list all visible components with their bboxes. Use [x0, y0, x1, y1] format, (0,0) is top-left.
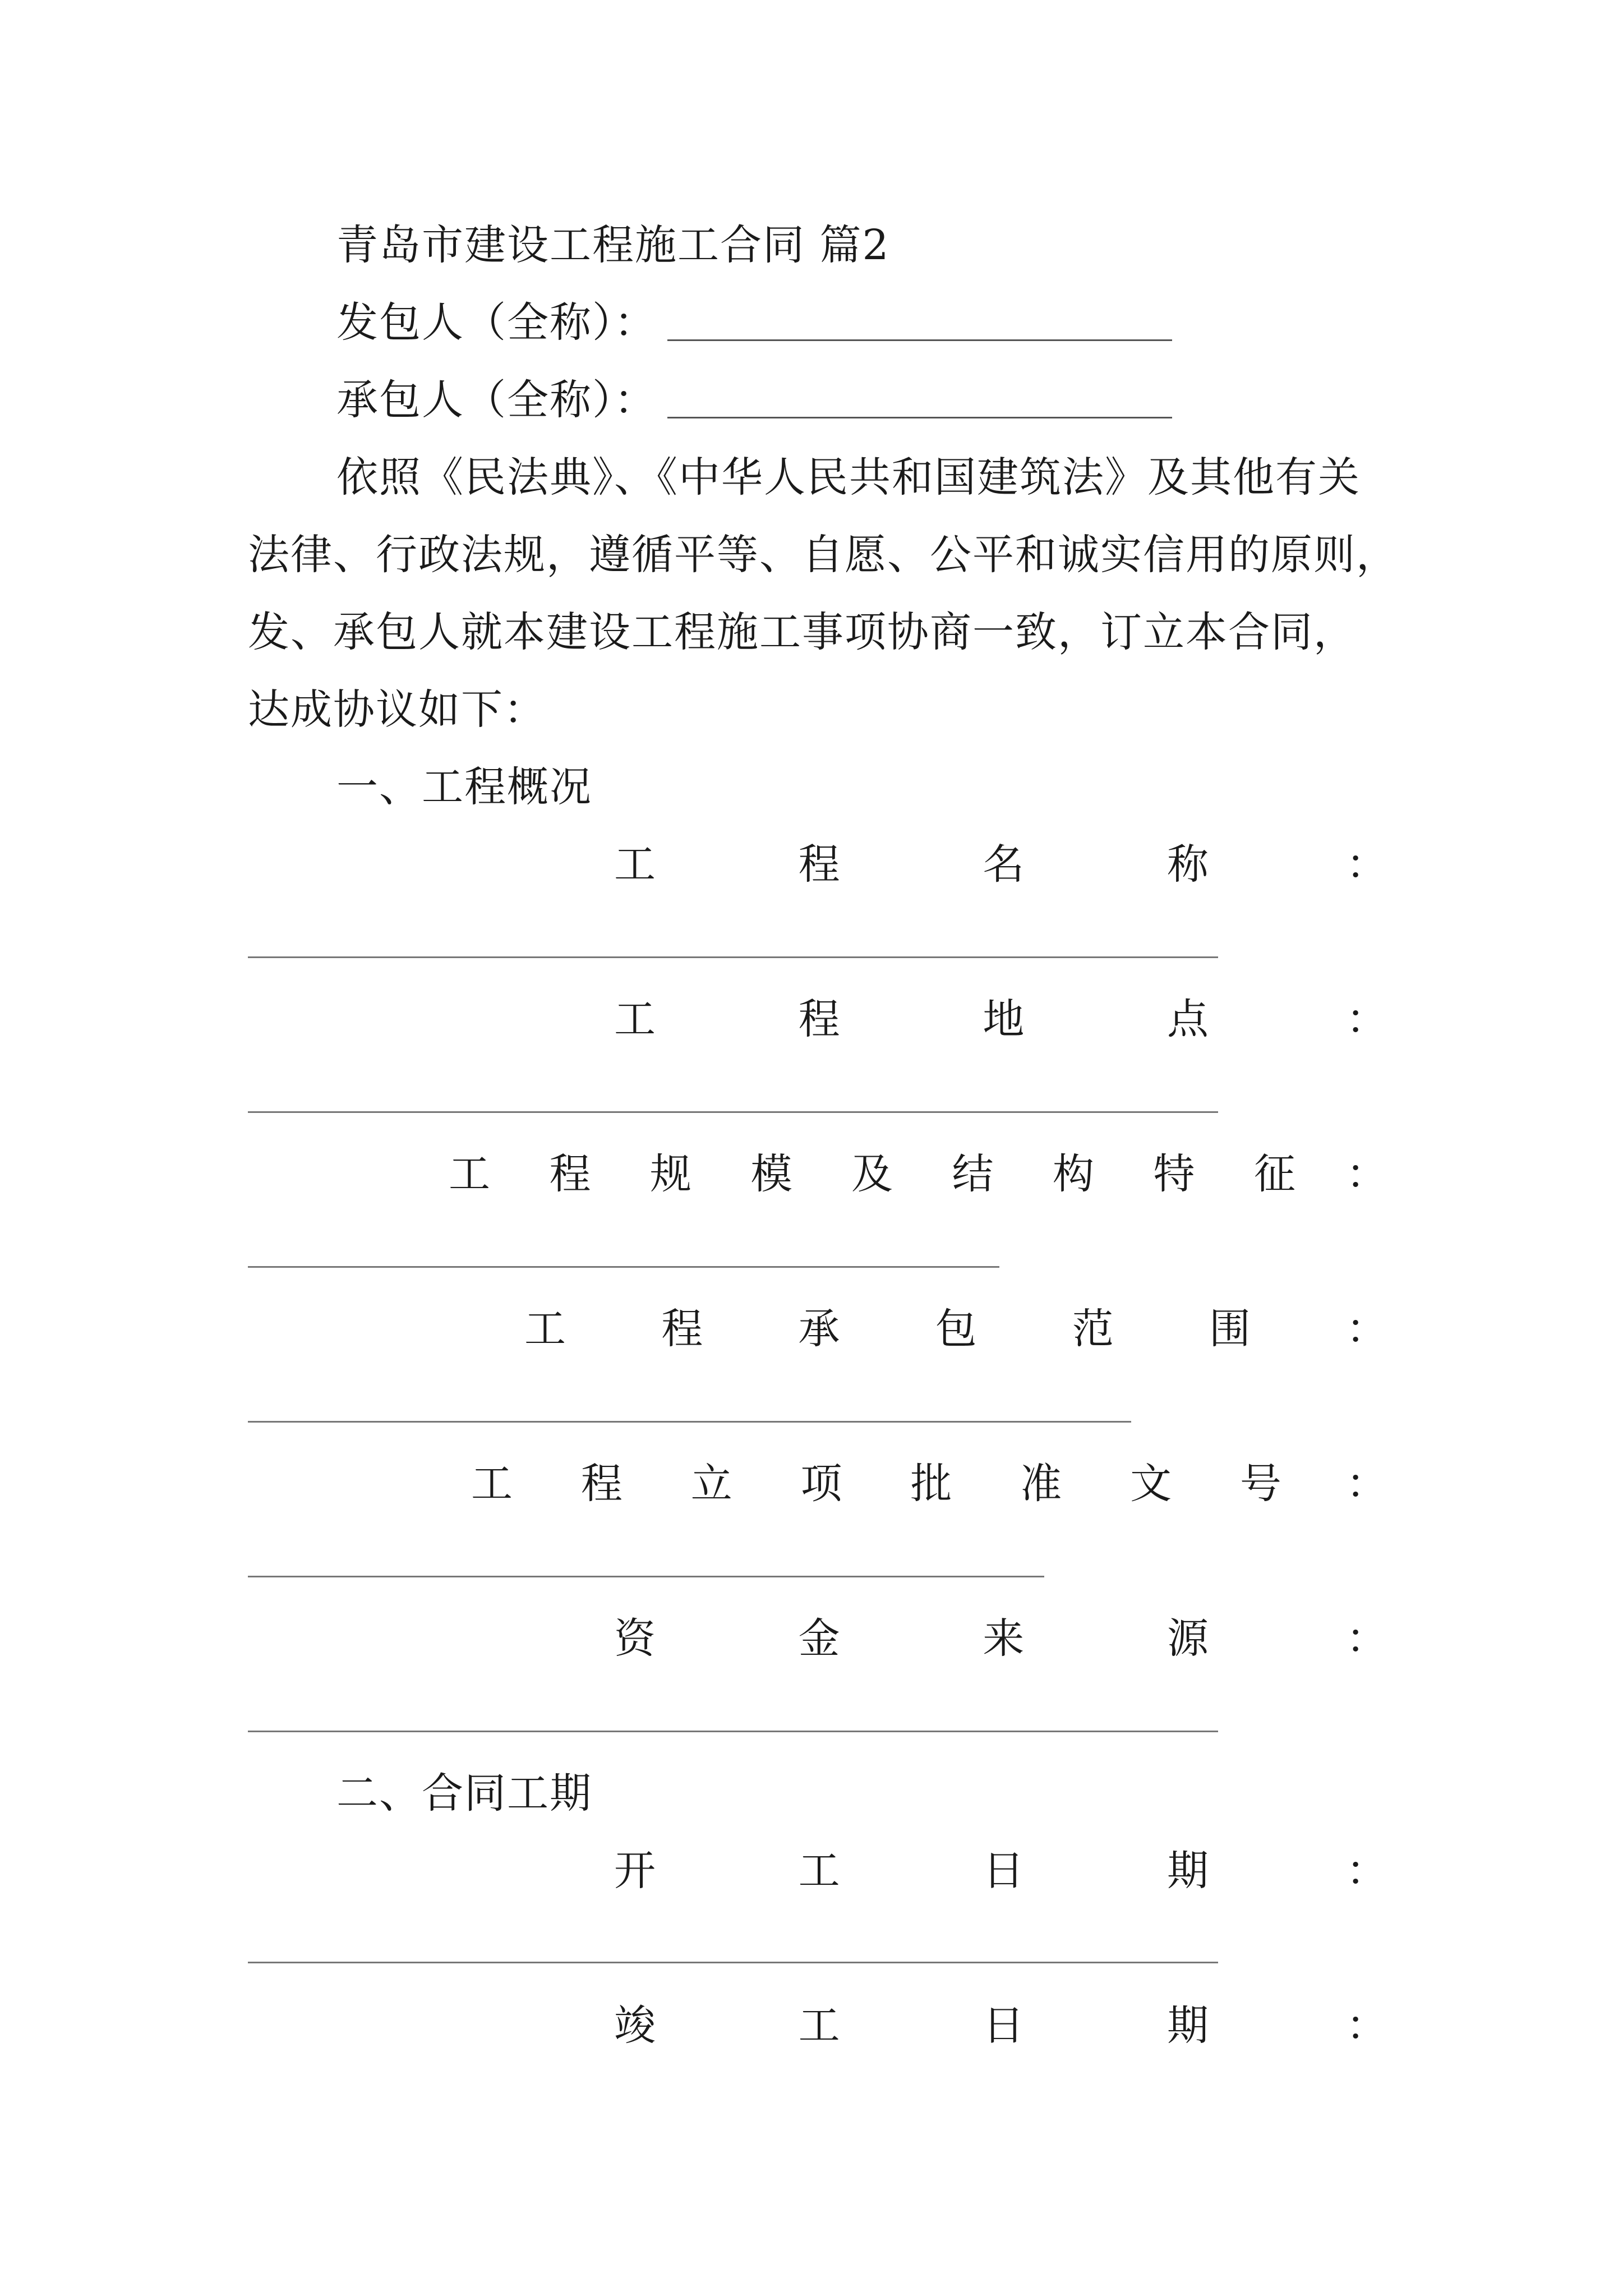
field-project-name-label: 工 程 名 称 — [614, 840, 1209, 889]
field-start-date-line[interactable] — [248, 1962, 1218, 1963]
party-b-name-field[interactable] — [667, 417, 1172, 418]
document-title: 青岛市建设工程施工合同 篇2 — [336, 221, 890, 269]
field-start-date-label: 开 工 日 期 — [614, 1847, 1209, 1895]
field-start-date-colon: ： — [1346, 1847, 1387, 1895]
field-approval-number-line[interactable] — [248, 1576, 1044, 1577]
field-contract-scope-label: 工 程 承 包 范 围 — [524, 1305, 1251, 1353]
party-b-label: 承包人（全称）： — [336, 376, 657, 424]
field-fund-source-colon: ： — [1346, 1614, 1387, 1663]
intro-line-3: 发、承包人就本建设工程施工事项协商一致，订立本合同， — [248, 608, 1356, 656]
section-1-heading: 一、工程概况 — [336, 763, 592, 811]
field-approval-number-colon: ： — [1346, 1460, 1387, 1508]
field-fund-source-label: 资 金 来 源 — [614, 1614, 1209, 1663]
intro-line-4: 达成协议如下： — [248, 685, 546, 734]
field-completion-date-colon: ： — [1346, 2001, 1387, 2050]
field-project-location-label: 工 程 地 点 — [614, 995, 1209, 1043]
field-project-name-colon: ： — [1346, 840, 1387, 889]
field-scale-structure-label: 工 程 规 模 及 结 构 特 征 — [449, 1150, 1295, 1198]
field-scale-structure-line[interactable] — [248, 1266, 999, 1268]
party-a-name-field[interactable] — [667, 339, 1172, 341]
intro-line-2: 法律、行政法规，遵循平等、自愿、公平和诚实信用的原则， — [248, 531, 1399, 579]
field-project-name-line[interactable] — [248, 956, 1218, 958]
field-project-location-colon: ： — [1346, 995, 1387, 1043]
intro-line-1: 依照《民法典》、《中华人民共和国建筑法》及其他有关 — [336, 453, 1361, 501]
field-fund-source-line[interactable] — [248, 1731, 1218, 1732]
field-completion-date-label: 竣 工 日 期 — [614, 2001, 1209, 2050]
field-project-location-line[interactable] — [248, 1111, 1218, 1113]
field-contract-scope-line[interactable] — [248, 1421, 1131, 1423]
section-2-heading: 二、合同工期 — [336, 1769, 592, 1818]
field-scale-structure-colon: ： — [1346, 1150, 1387, 1198]
party-a-label: 发包人（全称）： — [336, 298, 657, 347]
field-contract-scope-colon: ： — [1346, 1305, 1387, 1353]
field-approval-number-label: 工 程 立 项 批 准 文 号 — [471, 1460, 1281, 1508]
